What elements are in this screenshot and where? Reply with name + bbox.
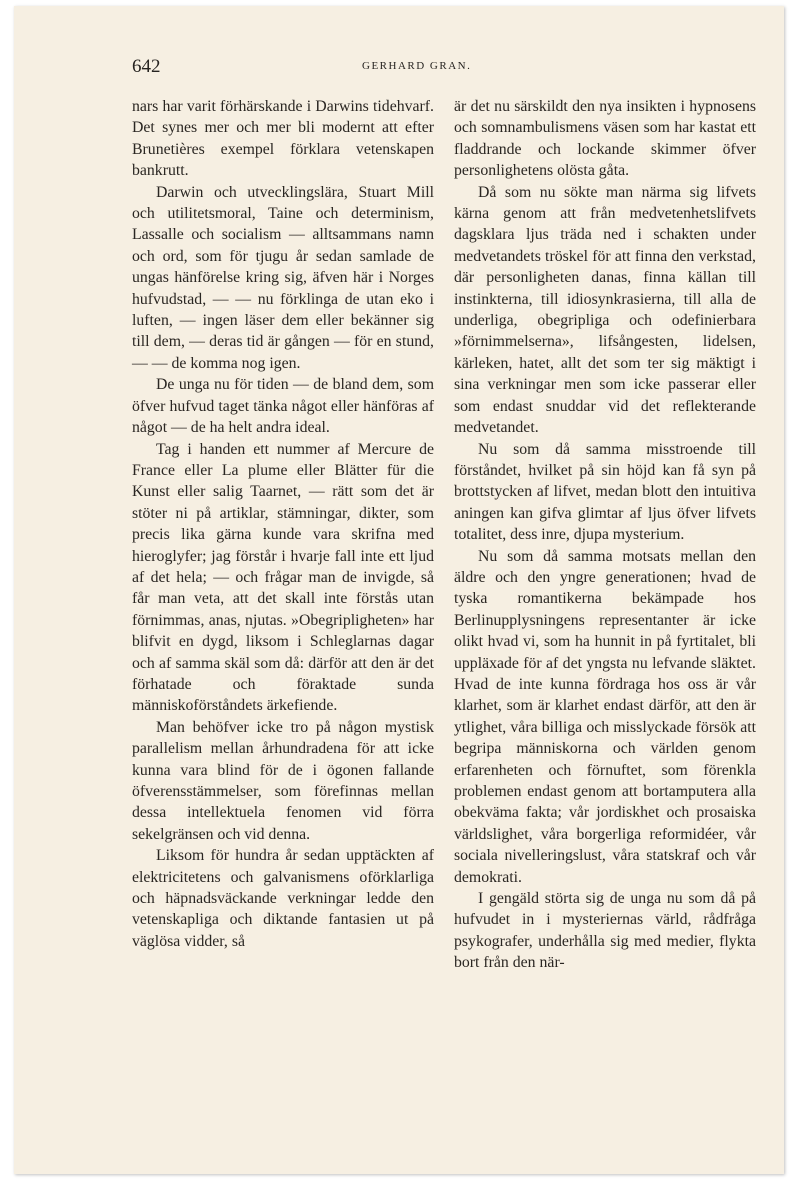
page-header — [132, 56, 782, 86]
paragraph: Man behöfver icke tro på någon mystisk parallelism mellan århundradena för att icke kunna vara blind för de i ögonen fallande öfverensstämmelser, som förefinnas mellan dessa intellektuela fenomen vid förra sekelgränsen och vid denna. — [132, 718, 434, 843]
paragraph: I gengäld störta sig de unga nu som då på hufvudet in i mysteriernas värld, rådfråga psykografer, underhålla sig med medier, flykta bort från den när- — [454, 890, 756, 972]
paragraph: nars har varit förhärskande i Darwins tidehvarf. Det synes mer och mer bli modernt att efter Brunetières exempel förklara vetenskapen bankrutt. — [132, 98, 434, 180]
paragraph: De unga nu för tiden — de bland dem, som öfver hufvud taget tänka något eller hänföras af något — de ha helt andra ideal. — [132, 376, 434, 437]
paragraph: Tag i handen ett nummer af Mercure de France eller La plume eller Blätter für die Kunst eller salig Taarnet, — rätt som det är stöter ni på artiklar, stämningar, dikter, som precis lika gärna kunde vara skrifna med hieroglyfer; jag förstår i hvarje fall inte ett ljud af det hela; — och frågar man de invigde, så får man veta, att det skall inte förstås utan förnimmas, anas, njutas. »Obegripligheten» har blifvit en dygd, liksom i Schleglarnas dagar och af samma skäl som då: därför att den är det förhatade och föraktade sunda människoförståndets ärkefiende. — [132, 440, 434, 715]
book-page — [14, 6, 784, 1174]
paragraph: Darwin och utvecklingslära, Stuart Mill och utilitetsmoral, Taine och determinism, Lassalle och socialism — alltsammans namn och ord, som för tjugu år sedan samlade de ungas hänförelse kring sig, äfven här i Norges hufvudstad, — — nu förklinga de utan eko i luften, — ingen läser dem eller bekänner sig till dem, — deras tid är gången — för en stund, — — de komma nog igen. — [132, 183, 434, 372]
paragraph: Då som nu sökte man närma sig lifvets kärna genom att från medvetenhetslifvets dagsklara ljus träda ned i schakten under medvetandets tröskel för att finna den verkstad, där personligheten danas, finna källan till instinkterna, till idiosynkrasierna, till alla de underliga, obegripliga och odefinierbara »förnimmelserna», lifsångesten, lidelsen, kärleken, hatet, allt det som ter sig mäktigt i sina verkningar men som icke passerar eller som endast snuddar vid det reflekterande medvetandet. — [454, 183, 756, 437]
paragraph: Nu som då samma misstroende till förståndet, hvilket på sin höjd kan få syn på brottstycken af lifvet, medan blott den intuitiva aningen kan gifva glimtar af ljus öfver lifvets totalitet, dess inre, djupa mysterium. — [454, 440, 756, 544]
left-column — [132, 96, 434, 952]
right-column — [454, 96, 756, 974]
page-number: 642 — [132, 56, 161, 77]
paragraph: Liksom för hundra år sedan upptäckten af elektricitetens och galvanismens oförklarliga och häpnadsväckande verkningar ledde den vetenskapliga och diktande fantasien ut på väglösa vidder, så — [132, 847, 434, 950]
paragraph: är det nu särskildt den nya insikten i hypnosens och somnambulismens väsen som har kastat ett fladdrande och lockande skimmer öfver personlighetens olösta gåta. — [454, 98, 756, 180]
running-title: GERHARD GRAN. — [362, 60, 472, 72]
paragraph: Nu som då samma motsats mellan den äldre och den yngre generationen; hvad de tyska romantikerna bekämpade hos Berlinupplysningens representanter är icke olikt hvad vi, som ha hunnit in på fyrtitalet, bli uppläxade för af det yngsta nu lefvande släktet. Hvad de inte kunna fördraga hos oss är vår klarhet, som är klarhet endast därför, att den är ytlighet, våra billiga och misslyckade försök att begripa människorna och världen genom erfarenheten och förnuftet, som förenkla problemen endast genom att bortamputera alla obekväma fakta; vår jordiskhet och prosaiska världslighet, våra borgerliga reformidéer, vår sociala nivelleringslust, våra statskraf och vår demokrati. — [454, 547, 756, 886]
